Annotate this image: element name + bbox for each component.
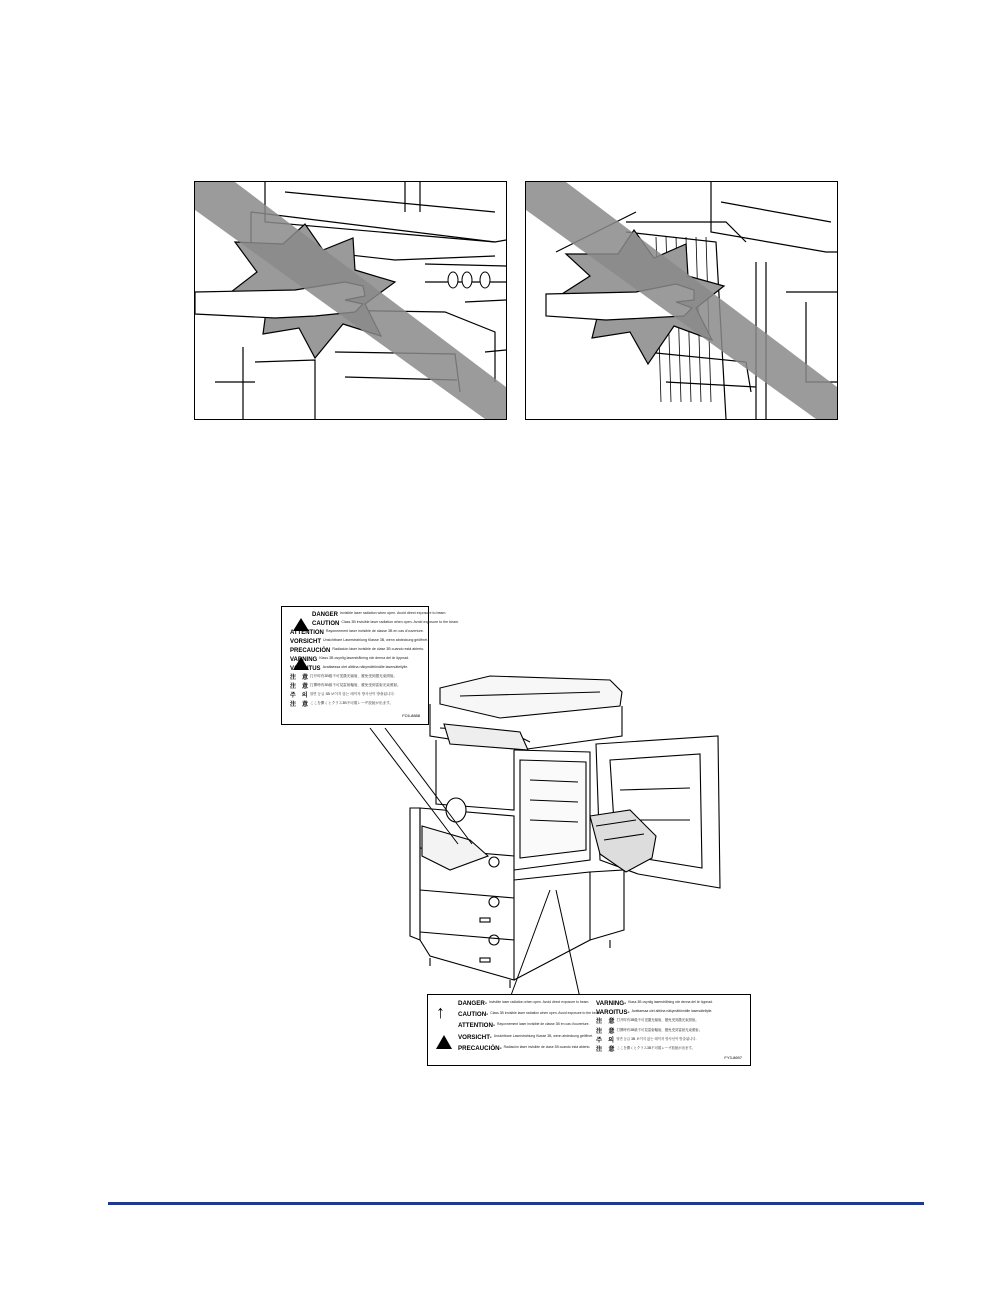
label-row: [290, 702, 422, 708]
label-keyword: 注 意: [596, 1046, 615, 1054]
label-top-code: FC6-8888: [402, 713, 420, 718]
laser-warning-label-top: [281, 606, 460, 725]
label-row: [596, 1038, 713, 1044]
label-text: Avattaessa olet alttiina näkymättömälle lasersäteilylle.: [322, 665, 409, 669]
label-keyword: 注 意: [290, 684, 309, 690]
label-row: [290, 657, 422, 663]
label-row: [596, 1029, 713, 1035]
label-keyword: VORSICHT: [290, 639, 322, 645]
label-text: Unsichtbare Laserstrahlung Klasse 3B, wenn abdeckung geöffnet.: [493, 1033, 593, 1038]
label-row: [596, 1019, 713, 1025]
label-text: Unsichtbare Laserstrahlung Klasse 3B, wenn abdeckung geöffnet.: [323, 638, 429, 642]
label-text: Rayonnement laser invisible de classe 3B en cas d'ouverture.: [325, 629, 424, 633]
label-keyword: DANGER: [312, 612, 339, 618]
label-keyword: 주 의: [596, 1036, 615, 1044]
warning-triangle-icon: [293, 618, 309, 631]
label-row: [458, 1012, 601, 1018]
label-row: [458, 1023, 601, 1029]
prohibited-hand-in-output-tray-icon: [195, 182, 506, 419]
label-keyword: PRECAUCIÓN-: [458, 1044, 502, 1052]
label-keyword: 注 意: [596, 1018, 615, 1026]
label-text: Klass 3B osynlig laserstrålning när denna del är öppnad.: [628, 1000, 713, 1004]
label-keyword: 주 의: [290, 693, 308, 699]
label-row: [290, 611, 447, 618]
laser-warning-label-bottom: [427, 994, 751, 1066]
label-row: [596, 1001, 713, 1007]
label-keyword: VAROITUS-: [596, 1009, 630, 1017]
label-text: Radiación láser invisible de clase 3B cuando está abierto.: [503, 1044, 591, 1049]
footer-rule: [108, 1202, 924, 1205]
label-keyword: DANGER-: [458, 1000, 487, 1007]
label-row: [290, 675, 422, 681]
label-keyword: 注 意: [290, 702, 309, 708]
label-row: [290, 684, 422, 690]
label-text: Rayonnement laser invisible de classe 3B en cas d'ouverture.: [497, 1022, 590, 1027]
copier-front-door-open-icon: [400, 640, 740, 1000]
label-keyword: 注 意: [290, 675, 309, 681]
label-row: [458, 1046, 601, 1052]
label-keyword: CAUTION-: [458, 1011, 489, 1019]
label-text: Radiación láser invisible de clase 3B cuando está abierto.: [332, 647, 425, 651]
warning-triangle-icon: [436, 1035, 452, 1049]
warning-triangle-icon: [293, 657, 309, 670]
label-row: [290, 693, 422, 699]
label-keyword: ATTENTION: [290, 630, 324, 636]
label-keyword: VARNING-: [596, 1000, 627, 1007]
label-text: ここを開くとクラス3B不可視レーザ放射が出ます。: [310, 701, 394, 705]
illustration-left-panel: [194, 181, 507, 420]
label-text: 打开时有3B级不可见激光辐射，避免受到激光束照射。: [616, 1018, 699, 1023]
label-keyword: VORSICHT-: [458, 1033, 492, 1041]
label-text: Klass 3B osynlig laserstrålning när denna del är öppnad.: [319, 656, 410, 660]
label-row: [458, 1001, 601, 1007]
label-bottom-right-rows: [596, 1001, 713, 1056]
label-row: [290, 638, 429, 645]
label-row: [596, 1010, 713, 1016]
label-keyword: VARNING: [290, 657, 318, 663]
label-keyword: 注 意: [596, 1027, 615, 1035]
label-row: [290, 620, 460, 627]
label-text: Class 3B invisible laser radiation when open. Avoid exposure to the beam.: [490, 1011, 602, 1016]
label-keyword: CAUTION: [312, 621, 340, 627]
label-text: 打开时有3B级不可见激光辐射，避免受到激光束照射。: [310, 674, 398, 678]
illustration-right-panel: [525, 181, 838, 420]
label-top-rows: [290, 611, 460, 708]
label-text: 열면 등급 3B 보이지 않는 레이저 방사선이 방출됩니다.: [616, 1036, 697, 1041]
label-row: [290, 630, 422, 636]
label-row: [290, 666, 422, 672]
label-row: [458, 1035, 601, 1041]
label-text: 打開時有3B級不可見雷射輻射，避免受到雷射光束照射。: [310, 683, 401, 687]
label-text: Avattaessa olet alttiina näkymättömälle lasersäteilylle.: [631, 1009, 713, 1014]
label-text: Invisible laser radiation when open. Avoid direct exposure to beam.: [340, 611, 447, 615]
label-keyword: VAROITUS: [290, 666, 321, 672]
arrow-up-icon: ↑: [436, 1002, 445, 1022]
label-bottom-left-rows: [458, 1001, 601, 1057]
label-row: [290, 647, 425, 654]
label-text: 열면 등급 3B 보이지 않는 레이저 방사선이 방출됩니다.: [309, 692, 395, 696]
label-text: 打開時有3B級不可見雷射輻射，避免受到雷射光束照射。: [616, 1027, 703, 1032]
label-text: Invisible laser radiation when open. Avoid direct exposure to beam.: [488, 1000, 590, 1004]
label-keyword: ATTENTION-: [458, 1022, 496, 1030]
label-bottom-code: FY3-8697: [724, 1055, 742, 1060]
label-text: Class 3B invisible laser radiation when open. Avoid exposure to the beam.: [341, 620, 460, 624]
label-keyword: PRECAUCIÓN: [290, 648, 331, 654]
label-row: [596, 1047, 713, 1053]
label-text: ここを開くとクラス3B不可視レーザ放射が出ます。: [616, 1046, 695, 1051]
prohibited-hand-in-finisher-icon: [526, 182, 837, 419]
